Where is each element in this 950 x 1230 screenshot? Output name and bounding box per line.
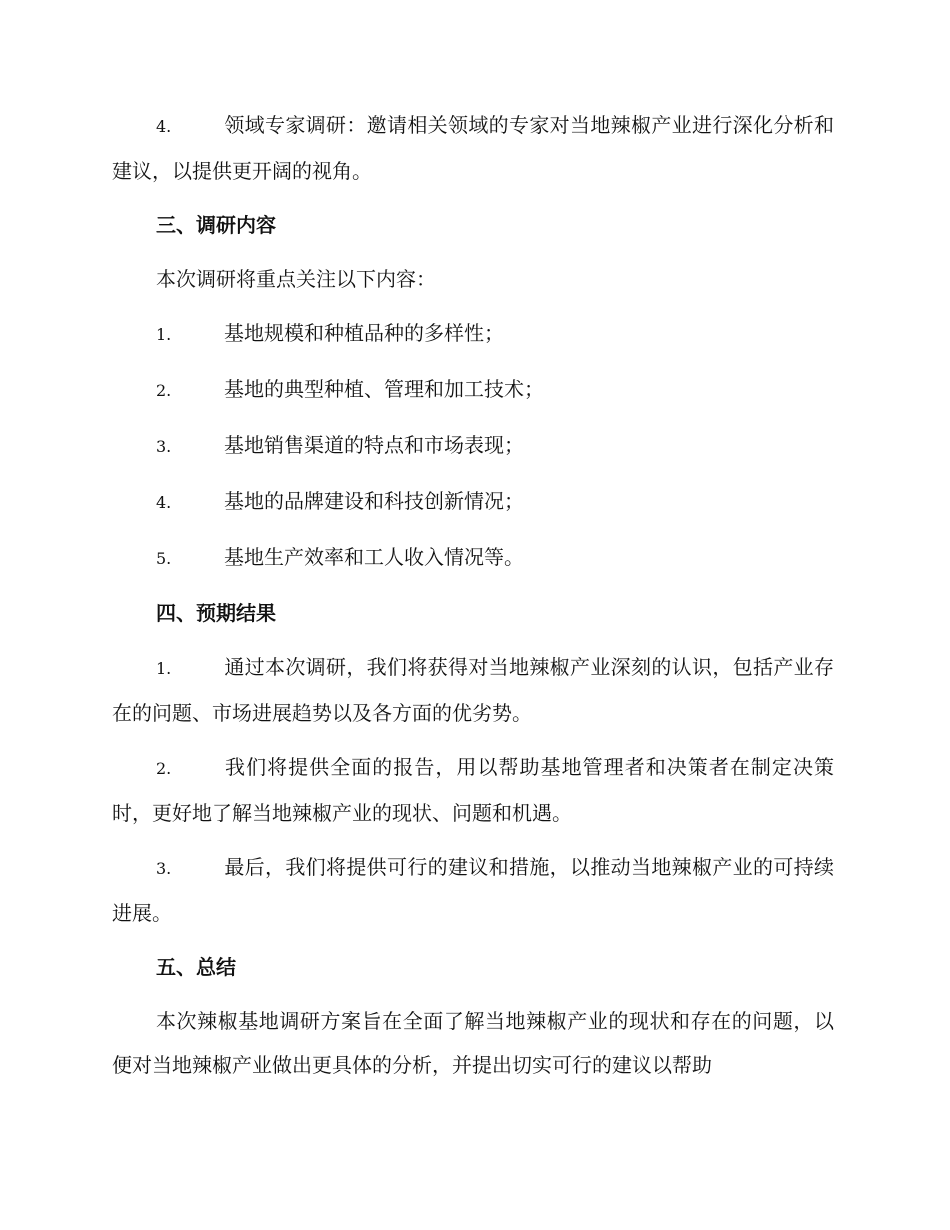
list-item: [112, 103, 834, 193]
section-heading: 五、总结: [156, 955, 236, 979]
list-number: 5.: [156, 549, 172, 568]
document-page: [112, 103, 834, 1087]
list-text: 基地的品牌建设和科技创新情况；: [224, 489, 524, 513]
list-number: 2.: [156, 381, 172, 400]
list-item: [112, 645, 834, 735]
list-number: 4.: [156, 117, 172, 136]
list-number: 4.: [156, 493, 172, 512]
list-text: 基地的典型种植、管理和加工技术；: [224, 377, 544, 401]
list-number: 2.: [156, 759, 172, 778]
list-item: [112, 845, 834, 935]
list-text: 领域专家调研：邀请相关领域的专家对当地辣椒产业进行深化分析和建议，以提供更开阔的视角。: [112, 113, 834, 183]
list-item: [112, 311, 834, 357]
list-text: 基地生产效率和工人收入情况等。: [224, 545, 524, 569]
list-number: 3.: [156, 437, 172, 456]
list-item: [112, 479, 834, 525]
list-item: [112, 367, 834, 413]
list-number: 1.: [156, 325, 172, 344]
list-text: 最后，我们将提供可行的建议和措施，以推动当地辣椒产业的可持续进展。: [112, 855, 834, 925]
list-item: [112, 535, 834, 581]
list-text: 我们将提供全面的报告，用以帮助基地管理者和决策者在制定决策时，更好地了解当地辣椒产业的现状、问题和机遇。: [112, 755, 834, 825]
list-item: [112, 745, 834, 835]
summary-paragraph: 本次辣椒基地调研方案旨在全面了解当地辣椒产业的现状和存在的问题，以便对当地辣椒产业做出更具体的分析，并提出切实可行的建议以帮助: [112, 1009, 834, 1077]
section-intro: 本次调研将重点关注以下内容：: [156, 267, 436, 291]
list-text: 基地规模和种植品种的多样性；: [224, 321, 504, 345]
list-number: 1.: [156, 659, 172, 678]
list-number: 3.: [156, 859, 172, 878]
list-item: [112, 423, 834, 469]
section-heading: 四、预期结果: [156, 601, 276, 625]
list-text: 基地销售渠道的特点和市场表现；: [224, 433, 524, 457]
section-heading: 三、调研内容: [156, 213, 276, 237]
list-text: 通过本次调研，我们将获得对当地辣椒产业深刻的认识，包括产业存在的问题、市场进展趋势以及各方面的优劣势。: [112, 655, 834, 725]
